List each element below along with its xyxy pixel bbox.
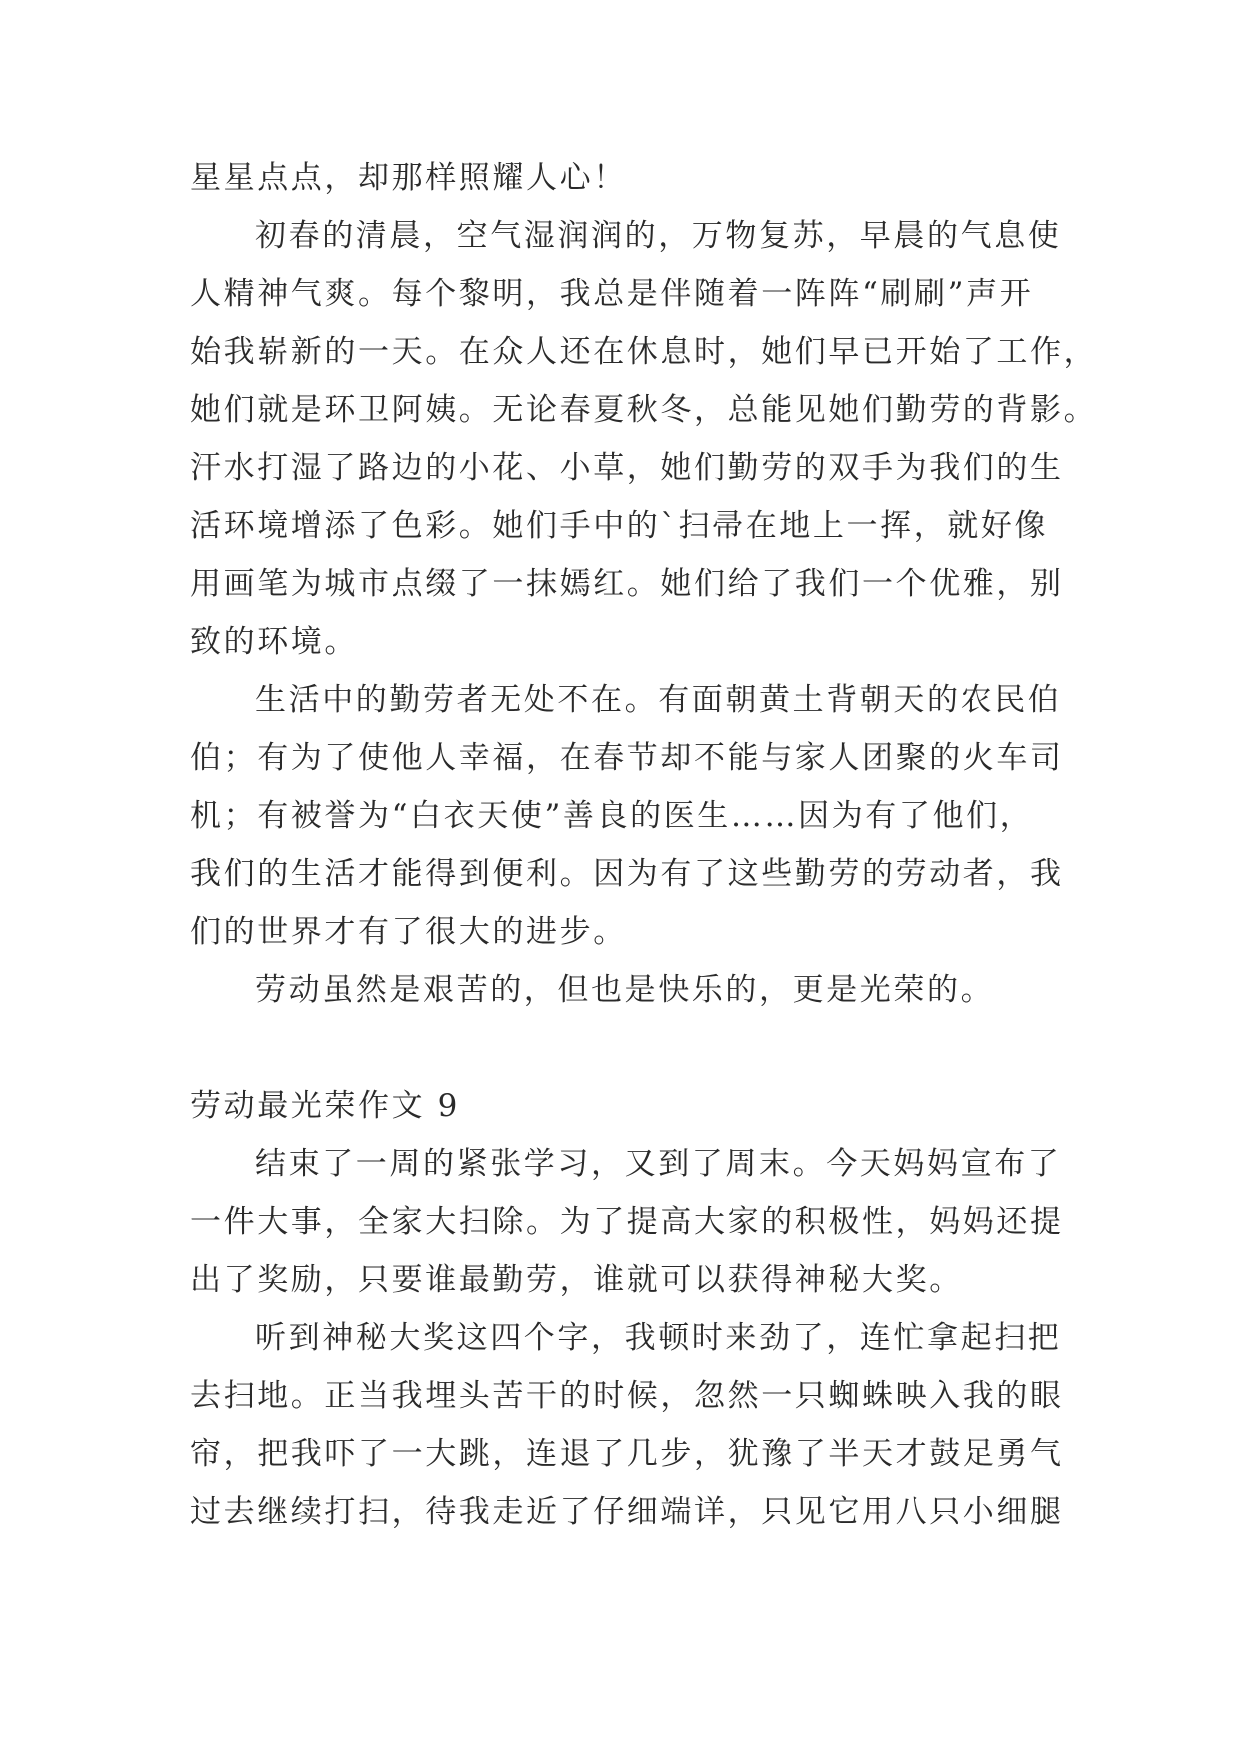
text-line: 活环境增添了色彩。她们手中的`扫帚在地上一挥，就好像: [190, 508, 1049, 544]
section-heading: 劳动最光荣作文 9: [190, 1088, 460, 1124]
text-line: 人精神气爽。每个黎明，我总是伴随着一阵阵“刷刷”声开: [190, 276, 1034, 312]
text-line: 过去继续打扫，待我走近了仔细端详，只见它用八只小细腿: [190, 1494, 1064, 1530]
text-line: 去扫地。正当我埋头苦干的时候，忽然一只蜘蛛映入我的眼: [190, 1378, 1064, 1414]
paragraph-first-line: 听到神秘大奖这四个字，我顿时来劲了，连忙拿起扫把: [255, 1320, 1062, 1356]
text-line: 星星点点，却那样照耀人心！: [190, 160, 627, 196]
text-line: 她们就是环卫阿姨。无论春夏秋冬，总能见她们勤劳的背影。: [190, 392, 1098, 428]
paragraph-first-line: 结束了一周的紧张学习，又到了周末。今天妈妈宣布了: [255, 1146, 1062, 1182]
text-line: 机；有被誉为“白衣天使”善良的医生……因为有了他们，: [190, 798, 1034, 834]
text-line: 一件大事，全家大扫除。为了提高大家的积极性，妈妈还提: [190, 1204, 1064, 1240]
paragraph-first-line: 劳动虽然是艰苦的，但也是快乐的，更是光荣的。: [255, 972, 995, 1008]
text-line: 我们的生活才能得到便利。因为有了这些勤劳的劳动者，我: [190, 856, 1064, 892]
text-line: 帘，把我吓了一大跳，连退了几步，犹豫了半天才鼓足勇气: [190, 1436, 1064, 1472]
text-line: 汗水打湿了路边的小花、小草，她们勤劳的双手为我们的生: [190, 450, 1064, 486]
paragraph-first-line: 生活中的勤劳者无处不在。有面朝黄土背朝天的农民伯: [255, 682, 1062, 718]
text-line: 们的世界才有了很大的进步。: [190, 914, 627, 950]
text-line: 致的环境。: [190, 624, 358, 660]
text-line: 用画笔为城市点缀了一抹嫣红。她们给了我们一个优雅，别: [190, 566, 1064, 602]
paragraph-first-line: 初春的清晨，空气湿润润的，万物复苏，早晨的气息使: [255, 218, 1062, 254]
text-line: 伯；有为了使他人幸福，在春节却不能与家人团聚的火车司: [190, 740, 1064, 776]
text-line: 出了奖励，只要谁最勤劳，谁就可以获得神秘大奖。: [190, 1262, 963, 1298]
text-line: 始我崭新的一天。在众人还在休息时，她们早已开始了工作，: [190, 334, 1098, 370]
